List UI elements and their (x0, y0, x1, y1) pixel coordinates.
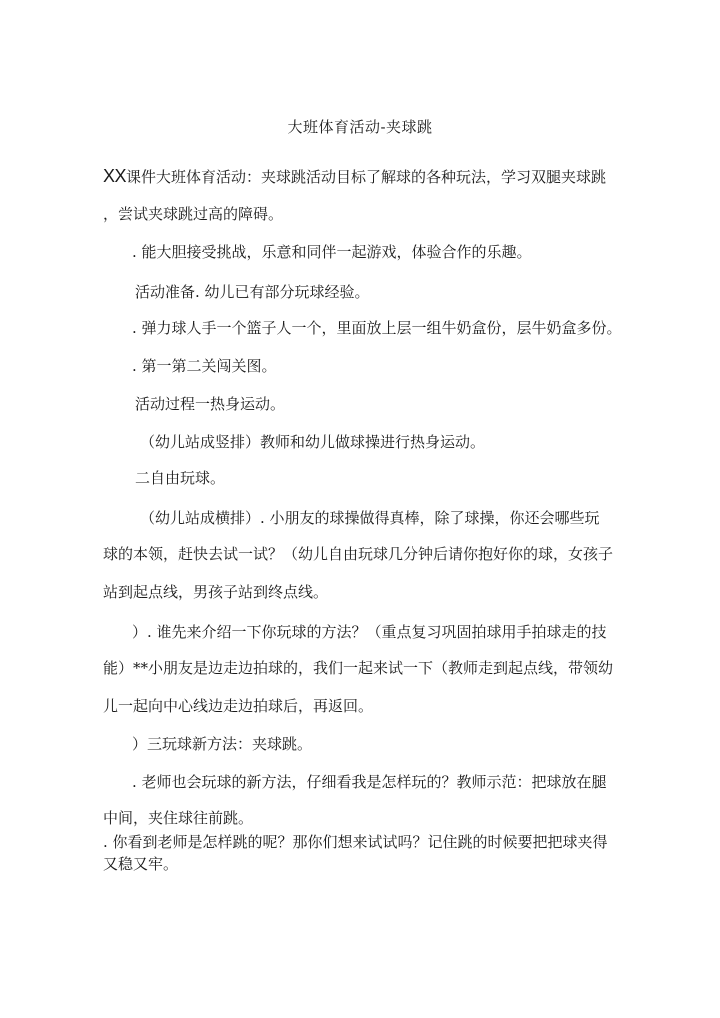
paragraph-line: . 第一第二关闯关图。 (132, 357, 277, 375)
paragraph-line: 中间，夹住球往前跳。 (103, 809, 254, 827)
paragraph-line: （幼儿站成竖排）教师和幼儿做球操进行热身运动。 (140, 433, 486, 451)
intro-text: 课件大班体育活动：夹球跳活动目标了解球的各种玩法，学习双腿夹球跳 (126, 168, 607, 186)
intro-line (103, 166, 606, 187)
paragraph-line: 儿一起向中心线边走边拍球后，再返回。 (103, 697, 374, 715)
paragraph-line: . 老师也会玩球的新方法，仔细看我是怎样玩的？教师示范：把球放在腿 (132, 773, 607, 791)
paragraph-line: ）. 谁先来介绍一下你玩球的方法？（重点复习巩固拍球用手拍球走的技 (132, 623, 607, 641)
paragraph-line: . 能大胆接受挑战，乐意和同伴一起游戏，体验合作的乐趣。 (132, 243, 532, 261)
paragraph-line: ）三玩球新方法：夹球跳。 (132, 735, 313, 753)
paragraph-line: 活动准备. 幼儿已有部分玩球经验。 (135, 283, 370, 301)
paragraph-line: . 你看到老师是怎样跳的呢？那你们想来试试吗？记住跳的时候要把把球夹得 (103, 833, 608, 851)
paragraph-line: 又稳又牢。 (103, 855, 179, 873)
paragraph-line: 站到起点线，男孩子站到终点线。 (103, 583, 329, 601)
paragraph-line: 球的本领，赶快去试一试？（幼儿自由玩球几分钟后请你抱好你的球，女孩子 (103, 545, 614, 563)
paragraph-line: （幼儿站成横排）. 小朋友的球操做得真棒，除了球操，你还会哪些玩 (140, 509, 600, 527)
document-title: 大班体育活动-夹球跳 (287, 118, 433, 136)
intro-prefix: XX (103, 166, 127, 186)
paragraph-line: 活动过程一热身运动。 (135, 395, 286, 413)
paragraph-line: ，尝试夹球跳过高的障碍。 (103, 205, 284, 223)
paragraph-line: 二自由玩球。 (135, 469, 226, 487)
paragraph-line: 能）**小朋友是边走边拍球的，我们一起来试一下（教师走到起点线，带领幼 (103, 659, 614, 677)
paragraph-line: . 弹力球人手一个篮子人一个，里面放上层一组牛奶盒份，层牛奶盒多份。 (132, 319, 622, 337)
